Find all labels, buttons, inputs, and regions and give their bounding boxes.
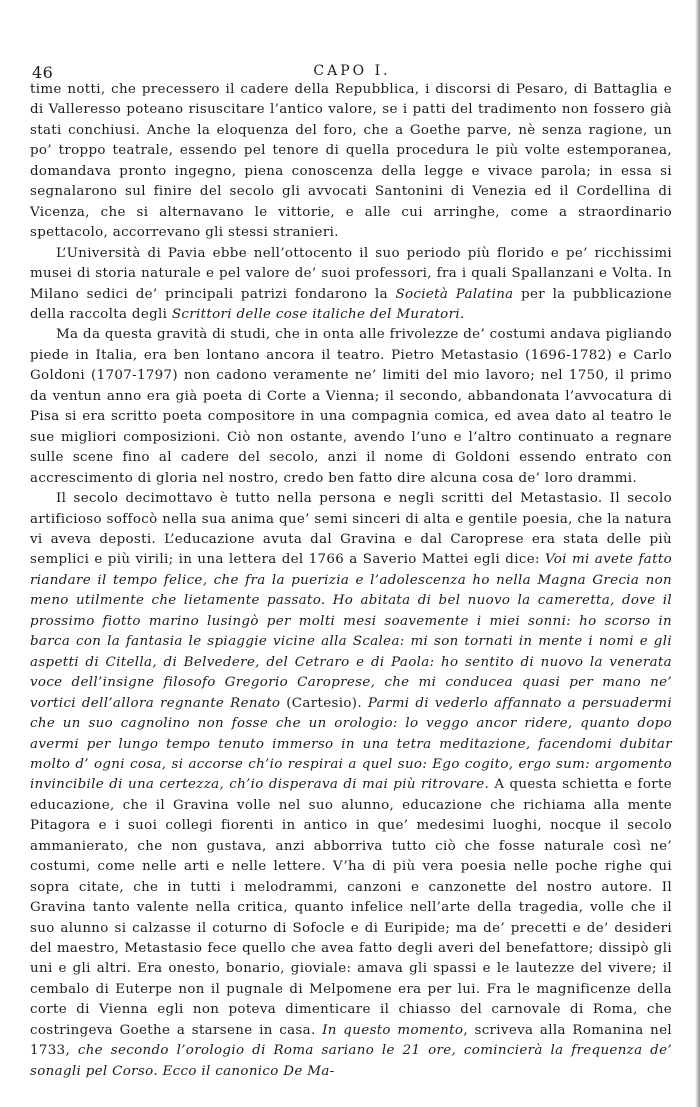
italic-text-run: Parmi di vederlo affannato a persuadermi che un suo cagnolino non fosse che un orologio: lo veggo ancor ridere, quanto dopo avermi per lungo tempo tenuto immerso in una tetra meditazione, facendomi dubitar molto d’ ogni cosa, si accorse ch’io respirai a quel suo: Ego cogito, ergo sum: argomento invincibile di una certezza, ch’io disperava di mai più ritrovare. <box>30 695 672 793</box>
italic-text-run: Società Palatina <box>395 286 514 302</box>
text-run: time notti, che precessero il cadere della Repubblica, i discorsi di Pesaro, di Battaglia e di Valleresso poteano risuscitare l’antico valore, se i patti del tradimento non fossero già stati conchiusi. Anche la eloquenza del foro, che a Goethe parve, nè senza ragione, un po’ troppo teatrale, essendo pel tenore di quella procedura le più volte estemporanea, domandava pronto ingegno, piena conoscenza della legge e vivace parola; in essa si segnalarono sul finire del secolo gli avvocati Santonini di Venezia ed il Cordellina di Vicenza, che si alternavano le vittorie, e alle cui arringhe, come a straordinario spettacolo, accorrevano gli stessi stranieri. <box>30 82 672 241</box>
paragraph <box>30 244 672 326</box>
italic-text-run: Voi mi avete fatto riandare il tempo felice, che fra la puerizia e l’adolescenza ho nella Magna Grecia non meno utilmente che lietamente passato. Ho abitata di bel nuovo la cameretta, dove il prossimo fiotto marino lusingò per molti mesi soavemente i miei sonni: ho scorso in barca con la fantasia le spiaggie vicine alla Scalea: mi son tornati in mente i nomi e gli aspetti di Citella, di Belvedere, del Cetraro e di Paola: ho sentito di nuovo la venerata voce dell’insigne filosofo Gregorio Caroprese, che mi conducea quasi per mano ne’ vortici dell’allora regnante Renato <box>30 552 672 711</box>
paragraph <box>30 80 672 244</box>
page-edge-shadow <box>695 0 700 1107</box>
text-run: Ma da questa gravità di studi, che in onta alle frivolezze de’ costumi andava pigliando piede in Italia, era ben lontano ancora il teatro. Pietro Metastasio (1696-1782) e Carlo Goldoni (1707-1797) non cadono veramente ne’ limiti del mio lavoro; nel 1750, il primo da ventun anno era già poeta di Corte a Vienna; il secondo, abbandonata l’avvocatura di Pisa si era scritto poeta compositore in una compagnia comica, ed avea dato al teatro le sue migliori composizioni. Ciò non ostante, avendo l’uno e l’altro continuato a regnare sulle scene fino al cadere del secolo, anzi il nome di Goldoni essendo entrato con accrescimento di gloria nel nostro, credo ben fatto dire alcuna cosa de’ loro drammi. <box>30 327 672 486</box>
body-text <box>30 80 672 1082</box>
text-run: . <box>459 306 465 322</box>
text-run: Il secolo decimottavo è tutto nella persona e negli scritti del Metastasio. Il secolo artificioso soffocò nella sua anima que’ semi sinceri di alta e gentile poesia, che la natura vi aveva deposti. L’educazione avuta dal Gravina e dal Caroprese era stata delle più semplici e più virili; in una lettera del 1766 a Saverio Mattei egli dice: <box>30 491 672 568</box>
italic-text-run: In questo momento <box>322 1022 464 1038</box>
text-run: (Cartesio). <box>280 695 368 711</box>
text-run: per la pubblicazione della raccolta degli <box>30 286 672 322</box>
italic-text-run: che secondo l’orologio di Roma sariano le 21 ore, comincierà la frequenza de’ sonagli pel Corso. Ecco il canonico De Ma- <box>30 1043 672 1079</box>
page-number: 46 <box>32 63 54 82</box>
paragraph <box>30 489 672 1082</box>
italic-text-run: Scrittori delle cose italiche del Muratori <box>171 306 460 322</box>
text-run: A questa schietta e forte educazione, che il Gravina volle nel suo alunno, educazione che richiama alla mente Pitagora e i suoi collegi fiorenti in antico in que’ medesimi luoghi, nocque il secolo ammanierato, che non gustava, anzi abborriva tutto ciò che fosse naturale così ne’ costumi, come nelle arti e nelle lettere. V’ha di più vera poesia nelle poche righe qui sopra citate, che in tutti i melodrammi, canzoni e canzonette del nostro autore. Il Gravina tanto valente nella critica, quanto infelice nell’arte della tragedia, volle che il suo alunno si calzasse il coturno di Sofocle e di Euripide; ma de’ precetti e de’ desideri del maestro, Metastasio fece quello che avea fatto degli averi del benefattore; dissipò gli uni e gli altri. Era onesto, bonario, gioviale: amava gli spassi e le lautezze del vivere; il cembalo di Euterpe non il pugnale di Melpomene era per lui. Fra le magnificenze della corte di Vienna egli non poteva dimenticare il chiasso del carnovale di Roma, che costringeva Goethe a starsene in casa. <box>30 777 672 1038</box>
text-run: , scriveva alla Romanina nel 1733, <box>30 1022 672 1059</box>
running-head: CAPO I. <box>313 63 391 79</box>
text-run: L’Università di Pavia ebbe nell’ottocento il suo periodo più florido e pe’ ricchissimi musei di storia naturale e pel valore de’ suoi professori, fra i quali Spallanzani e Volta. In Milano sedici de’ principali patrizi fondarono la <box>30 245 672 302</box>
paragraph <box>30 325 672 489</box>
